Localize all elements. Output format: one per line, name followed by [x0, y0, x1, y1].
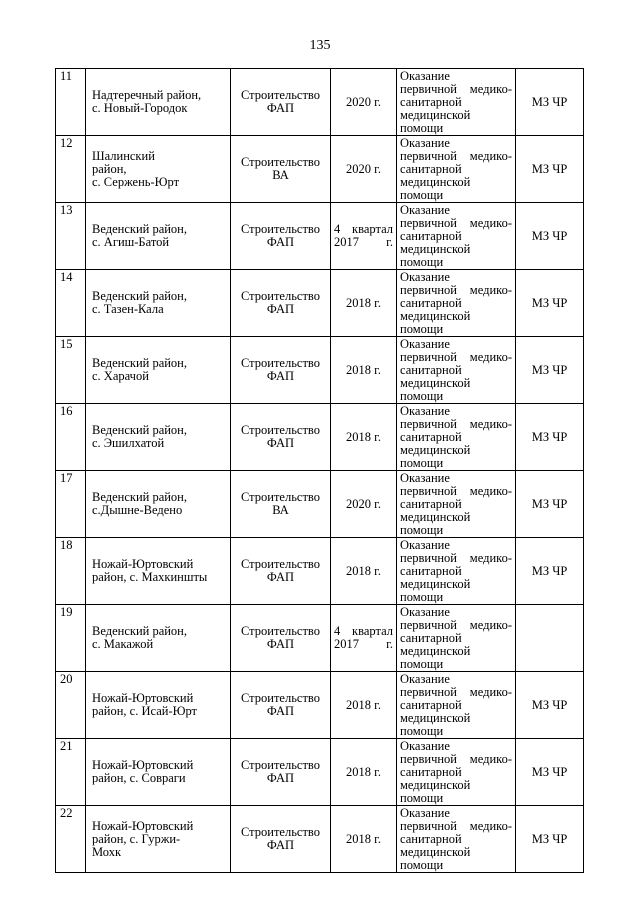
- object-type-text: Строительство ФАП: [240, 222, 320, 249]
- purpose-line-1: Оказание: [400, 203, 450, 217]
- deadline-text: 2020 г.: [346, 161, 381, 176]
- deadline-cell: [331, 538, 397, 605]
- location-cell: [86, 806, 231, 873]
- purpose-line-2: первичной медико-: [400, 484, 512, 498]
- construction-table: [55, 68, 584, 873]
- table-row: [56, 605, 584, 672]
- deadline-text: 2020 г.: [346, 496, 381, 511]
- responsible-cell: МЗ ЧР: [516, 806, 584, 873]
- object-type-text: Строительство ВА: [240, 490, 320, 517]
- purpose-cell: [397, 404, 516, 471]
- responsible-cell: МЗ ЧР: [516, 69, 584, 136]
- location-text: Веденский район, с. Харачой: [92, 356, 187, 383]
- object-type-cell: [231, 69, 331, 136]
- purpose-cell: [397, 337, 516, 404]
- deadline-cell: [331, 471, 397, 538]
- purpose-line-1: Оказание: [400, 337, 450, 351]
- row-number: 21: [56, 739, 86, 806]
- purpose-line-2: первичной медико-: [400, 752, 512, 766]
- location-cell: [86, 337, 231, 404]
- purpose-line-1: Оказание: [400, 605, 450, 619]
- location-text: Ножай-Юртовский район, с. Гуржи- Мохк: [92, 818, 194, 859]
- location-text: Ножай-Юртовский район, с. Исай-Юрт: [92, 691, 197, 718]
- responsible-cell: МЗ ЧР: [516, 739, 584, 806]
- location-text: Ножай-Юртовский район, с. Совраги: [92, 758, 194, 785]
- table-row: [56, 270, 584, 337]
- location-cell: [86, 203, 231, 270]
- purpose-line-1: Оказание: [400, 538, 450, 552]
- responsible-cell: МЗ ЧР: [516, 136, 584, 203]
- deadline-text: 2018 г.: [346, 362, 381, 377]
- purpose-line-2: первичной медико-: [400, 350, 512, 364]
- row-number: 16: [56, 404, 86, 471]
- object-type-text: Строительство ВА: [240, 155, 320, 182]
- table-row: [56, 471, 584, 538]
- purpose-rest: санитарной медицинской помощи: [400, 497, 471, 537]
- row-number: 12: [56, 136, 86, 203]
- row-number: 14: [56, 270, 86, 337]
- row-number: 18: [56, 538, 86, 605]
- responsible-cell: МЗ ЧР: [516, 270, 584, 337]
- responsible-cell: МЗ ЧР: [516, 538, 584, 605]
- purpose-line-2: первичной медико-: [400, 82, 512, 96]
- deadline-text: 2018 г.: [346, 295, 381, 310]
- purpose-line-1: Оказание: [400, 136, 450, 150]
- object-type-cell: [231, 538, 331, 605]
- object-type-text: Строительство ФАП: [240, 423, 320, 450]
- row-number: 22: [56, 806, 86, 873]
- location-cell: [86, 538, 231, 605]
- location-cell: [86, 471, 231, 538]
- deadline-text: 2018 г.: [346, 429, 381, 444]
- object-type-cell: [231, 471, 331, 538]
- deadline-text: 2018 г.: [346, 563, 381, 578]
- purpose-rest: санитарной медицинской помощи: [400, 765, 471, 805]
- deadline-text: 2020 г.: [346, 94, 381, 109]
- responsible-cell: МЗ ЧР: [516, 404, 584, 471]
- object-type-text: Строительство ФАП: [240, 624, 320, 651]
- location-text: Шалинский район, с. Сержень-Юрт: [92, 148, 180, 189]
- deadline-text: 4 квартал 2017 г.: [334, 222, 393, 249]
- table-row: [56, 136, 584, 203]
- object-type-cell: [231, 739, 331, 806]
- purpose-rest: санитарной медицинской помощи: [400, 162, 471, 202]
- purpose-line-1: Оказание: [400, 471, 450, 485]
- purpose-line-2: первичной медико-: [400, 685, 512, 699]
- deadline-text: 2018 г.: [346, 764, 381, 779]
- deadline-cell: [331, 136, 397, 203]
- table-row: [56, 69, 584, 136]
- location-text: Ножай-Юртовский район, с. Махкиншты: [92, 557, 208, 584]
- purpose-cell: [397, 136, 516, 203]
- purpose-rest: санитарной медицинской помощи: [400, 229, 471, 269]
- location-text: Веденский район, с. Эшилхатой: [92, 423, 187, 450]
- object-type-text: Строительство ФАП: [240, 825, 320, 852]
- purpose-cell: [397, 538, 516, 605]
- object-type-text: Строительство ФАП: [240, 691, 320, 718]
- deadline-cell: [331, 337, 397, 404]
- responsible-cell: МЗ ЧР: [516, 672, 584, 739]
- purpose-line-2: первичной медико-: [400, 618, 512, 632]
- purpose-rest: санитарной медицинской помощи: [400, 564, 471, 604]
- deadline-cell: [331, 69, 397, 136]
- object-type-cell: [231, 806, 331, 873]
- row-number: 15: [56, 337, 86, 404]
- purpose-cell: [397, 270, 516, 337]
- deadline-cell: [331, 806, 397, 873]
- deadline-cell: [331, 203, 397, 270]
- purpose-cell: [397, 739, 516, 806]
- object-type-cell: [231, 136, 331, 203]
- table-row: [56, 538, 584, 605]
- purpose-line-1: Оказание: [400, 672, 450, 686]
- purpose-line-2: первичной медико-: [400, 417, 512, 431]
- deadline-cell: [331, 605, 397, 672]
- location-text: Веденский район, с. Агиш-Батой: [92, 222, 187, 249]
- purpose-line-2: первичной медико-: [400, 149, 512, 163]
- purpose-cell: [397, 471, 516, 538]
- purpose-line-1: Оказание: [400, 270, 450, 284]
- purpose-cell: [397, 69, 516, 136]
- deadline-text: 2018 г.: [346, 831, 381, 846]
- location-cell: [86, 672, 231, 739]
- responsible-cell: МЗ ЧР: [516, 337, 584, 404]
- deadline-cell: [331, 404, 397, 471]
- deadline-text: 2018 г.: [346, 697, 381, 712]
- object-type-cell: [231, 404, 331, 471]
- row-number: 19: [56, 605, 86, 672]
- purpose-rest: санитарной медицинской помощи: [400, 430, 471, 470]
- purpose-line-1: Оказание: [400, 806, 450, 820]
- location-cell: [86, 739, 231, 806]
- row-number: 20: [56, 672, 86, 739]
- purpose-rest: санитарной медицинской помощи: [400, 95, 471, 135]
- page-number: 135: [309, 38, 331, 53]
- location-cell: [86, 270, 231, 337]
- purpose-line-2: первичной медико-: [400, 283, 512, 297]
- location-text: Веденский район, с. Макажой: [92, 624, 187, 651]
- responsible-cell: [516, 605, 584, 672]
- purpose-line-1: Оказание: [400, 739, 450, 753]
- object-type-text: Строительство ФАП: [240, 758, 320, 785]
- row-number: 11: [56, 69, 86, 136]
- purpose-cell: [397, 605, 516, 672]
- purpose-line-2: первичной медико-: [400, 551, 512, 565]
- object-type-cell: [231, 270, 331, 337]
- purpose-rest: санитарной медицинской помощи: [400, 363, 471, 403]
- purpose-rest: санитарной медицинской помощи: [400, 631, 471, 671]
- purpose-line-1: Оказание: [400, 404, 450, 418]
- object-type-cell: [231, 337, 331, 404]
- table-row: [56, 739, 584, 806]
- object-type-cell: [231, 203, 331, 270]
- table-row: [56, 203, 584, 270]
- location-text: Веденский район, с. Тазен-Кала: [92, 289, 187, 316]
- deadline-cell: [331, 672, 397, 739]
- object-type-text: Строительство ФАП: [240, 289, 320, 316]
- location-text: Веденский район, с.Дышне-Ведено: [92, 490, 187, 517]
- table-row: [56, 672, 584, 739]
- responsible-cell: МЗ ЧР: [516, 471, 584, 538]
- location-cell: [86, 136, 231, 203]
- responsible-cell: МЗ ЧР: [516, 203, 584, 270]
- row-number: 13: [56, 203, 86, 270]
- deadline-cell: [331, 270, 397, 337]
- purpose-rest: санитарной медицинской помощи: [400, 832, 471, 872]
- purpose-cell: [397, 203, 516, 270]
- object-type-text: Строительство ФАП: [240, 557, 320, 584]
- purpose-cell: [397, 672, 516, 739]
- purpose-line-1: Оказание: [400, 69, 450, 83]
- location-cell: [86, 605, 231, 672]
- table-row: [56, 806, 584, 873]
- object-type-cell: [231, 672, 331, 739]
- purpose-rest: санитарной медицинской помощи: [400, 698, 471, 738]
- purpose-rest: санитарной медицинской помощи: [400, 296, 471, 336]
- row-number: 17: [56, 471, 86, 538]
- deadline-text: 4 квартал 2017 г.: [334, 624, 393, 651]
- deadline-cell: [331, 739, 397, 806]
- object-type-cell: [231, 605, 331, 672]
- object-type-text: Строительство ФАП: [240, 356, 320, 383]
- purpose-line-2: первичной медико-: [400, 216, 512, 230]
- location-cell: [86, 404, 231, 471]
- purpose-cell: [397, 806, 516, 873]
- location-text: Надтеречный район, с. Новый-Городок: [92, 88, 202, 115]
- purpose-line-2: первичной медико-: [400, 819, 512, 833]
- table-row: [56, 337, 584, 404]
- location-cell: [86, 69, 231, 136]
- table-row: [56, 404, 584, 471]
- object-type-text: Строительство ФАП: [240, 88, 320, 115]
